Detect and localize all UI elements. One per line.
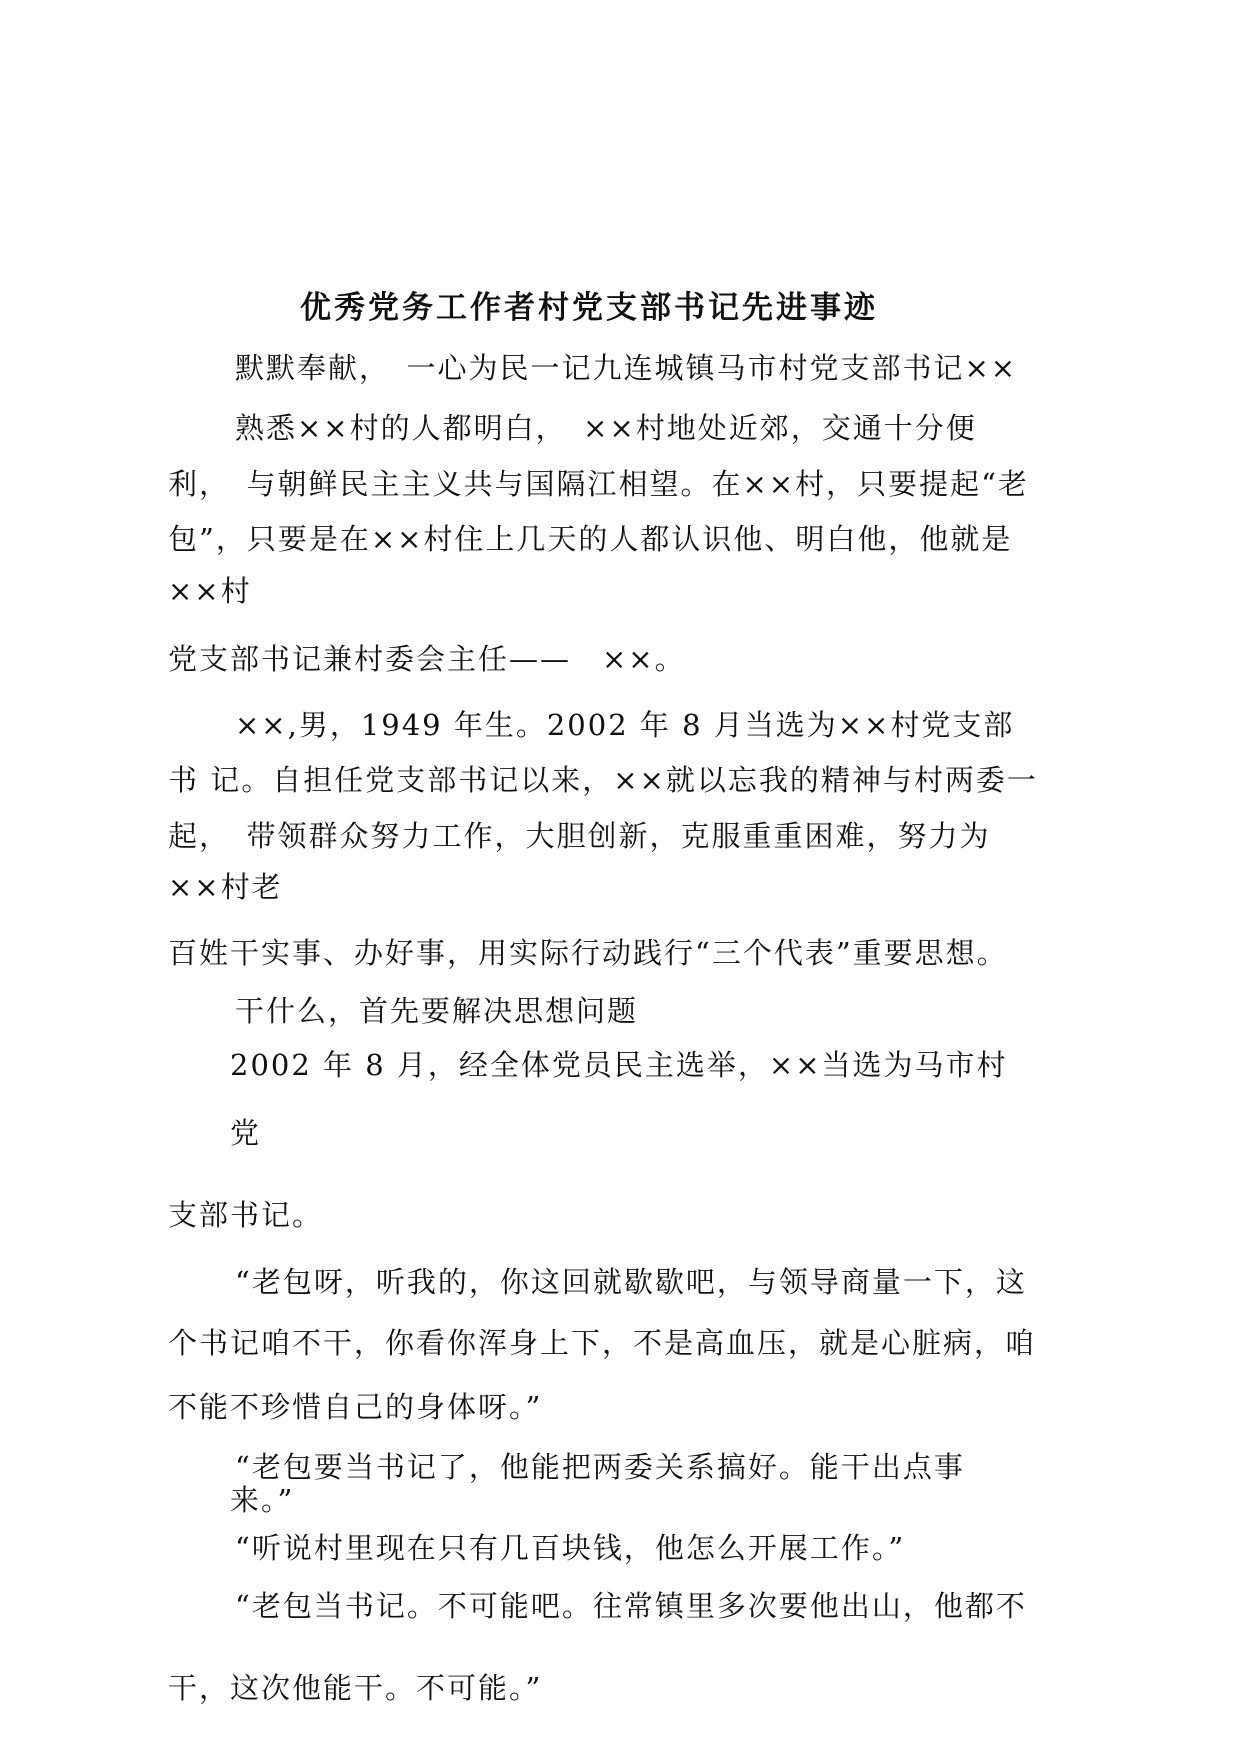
paragraph-line: ××村 (168, 574, 252, 608)
section-heading-line: 干什么，首先要解决思想问题 (235, 994, 639, 1028)
paragraph-line: “听说村里现在只有几百块钱，他怎么开展工作。” (235, 1531, 906, 1565)
paragraph-line: “老包要当书记了，他能把两委关系搞好。能干出点事 (235, 1450, 965, 1484)
paragraph-line: 包”，只要是在××村住上几天的人都认识他、明白他，他就是 (168, 522, 1013, 556)
paragraph-line: “老包当书记。不可能吧。往常镇里多次要他出山，他都不 (235, 1589, 1027, 1623)
paragraph-line: 默默奉献， 一心为民一记九连城镇马市村党支部书记×× (235, 351, 1018, 385)
document-title: 优秀党务工作者村党支部书记先进事迹 (300, 290, 878, 326)
paragraph-line: 来。” (230, 1483, 295, 1517)
paragraph-line: ××,男，1949 年生。2002 年 8 月当选为××村党支部 (235, 708, 1015, 742)
paragraph-line: 支部书记。 (168, 1198, 324, 1232)
paragraph-line: 个书记咱不干，你看你浑身上下，不是高血压，就是心脏病，咱 (168, 1326, 1037, 1360)
paragraph-line: 书 记。自担任党支部书记以来，××就以忘我的精神与村两委一 (168, 763, 1038, 797)
paragraph-line: 熟悉××村的人都明白， ××村地处近郊，交通十分便 (235, 411, 977, 445)
paragraph-line: 利， 与朝鲜民主主义共与国隔江相望。在××村，只要提起“老 (168, 467, 1029, 501)
paragraph-line: 干，这次他能干。不可能。” (168, 1671, 543, 1705)
paragraph-line: 百姓干实事、办好事，用实际行动践行“三个代表”重要思想。 (168, 936, 1008, 970)
paragraph-line: 党支部书记兼村委会主任—— ××。 (168, 642, 686, 676)
paragraph-line: 起， 带领群众努力工作，大胆创新，克服重重困难，努力为 (168, 819, 991, 853)
paragraph-line: 2002 年 8 月，经全体党员民主选举，××当选为马市村 (230, 1048, 1008, 1082)
paragraph-line: “老包呀，听我的，你这回就歇歇吧，与领导商量一下，这 (235, 1265, 1027, 1299)
paragraph-line: 不能不珍惜自己的身体呀。” (168, 1390, 543, 1424)
paragraph-line: 党 (230, 1116, 262, 1150)
paragraph-line: ××村老 (168, 870, 283, 904)
